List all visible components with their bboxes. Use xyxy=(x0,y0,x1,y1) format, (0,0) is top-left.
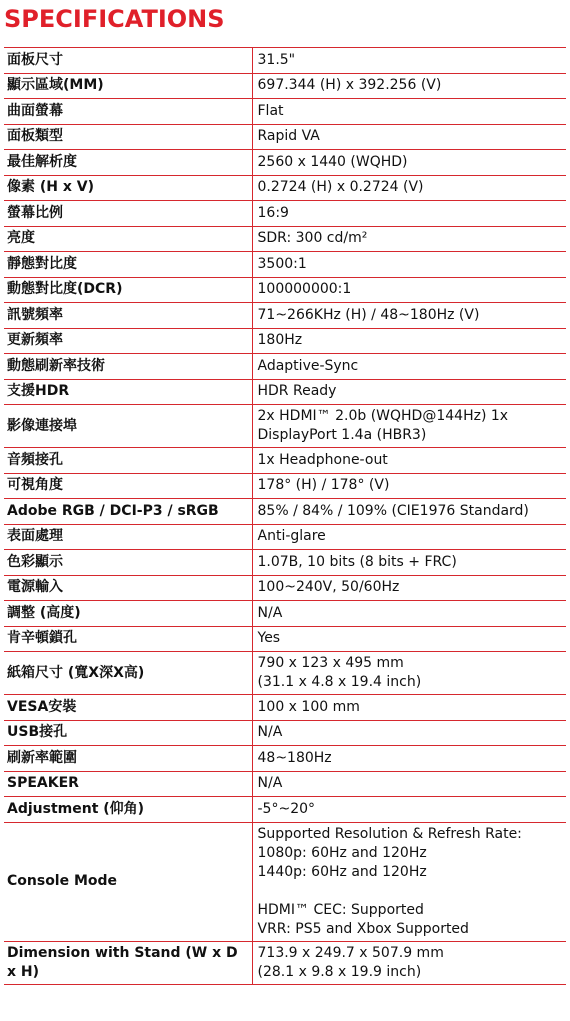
spec-label: 色彩顯示 xyxy=(4,550,252,576)
spec-value: Rapid VA xyxy=(252,124,566,150)
spec-row xyxy=(4,175,566,201)
spec-value: 178° (H) / 178° (V) xyxy=(252,473,566,499)
spec-value: 1x Headphone-out xyxy=(252,448,566,474)
spec-value: Anti-glare xyxy=(252,524,566,550)
spec-label: 更新頻率 xyxy=(4,328,252,354)
spec-label: 表面處理 xyxy=(4,524,252,550)
spec-row xyxy=(4,550,566,576)
spec-label: Dimension with Stand (W x D x H) xyxy=(4,941,252,984)
spec-row xyxy=(4,99,566,125)
spec-label: 紙箱尺寸 (寬X深X高) xyxy=(4,652,252,695)
spec-value: 48~180Hz xyxy=(252,746,566,772)
spec-row xyxy=(4,252,566,278)
spec-row xyxy=(4,73,566,99)
spec-value: 100000000:1 xyxy=(252,277,566,303)
spec-value: 85% / 84% / 109% (CIE1976 Standard) xyxy=(252,499,566,525)
spec-row xyxy=(4,601,566,627)
spec-value: 790 x 123 x 495 mm (31.1 x 4.8 x 19.4 inch) xyxy=(252,652,566,695)
spec-row xyxy=(4,124,566,150)
spec-label: 面板尺寸 xyxy=(4,48,252,74)
spec-label: 可視角度 xyxy=(4,473,252,499)
spec-value: HDR Ready xyxy=(252,379,566,405)
spec-value: 2x HDMI™ 2.0b (WQHD@144Hz) 1x DisplayPort 1.4a (HBR3) xyxy=(252,405,566,448)
spec-row xyxy=(4,448,566,474)
spec-label: 刷新率範圍 xyxy=(4,746,252,772)
spec-row xyxy=(4,354,566,380)
spec-row xyxy=(4,201,566,227)
spec-label: VESA安裝 xyxy=(4,695,252,721)
page-title: SPECIFICATIONS xyxy=(4,5,225,33)
spec-row xyxy=(4,626,566,652)
spec-label: 顯示區域(MM) xyxy=(4,73,252,99)
specifications-table xyxy=(4,47,566,985)
spec-label: 靜態對比度 xyxy=(4,252,252,278)
spec-row xyxy=(4,720,566,746)
spec-label: SPEAKER xyxy=(4,771,252,797)
spec-row xyxy=(4,652,566,695)
spec-value: N/A xyxy=(252,720,566,746)
spec-row xyxy=(4,277,566,303)
spec-value: 100~240V, 50/60Hz xyxy=(252,575,566,601)
spec-label: 支援HDR xyxy=(4,379,252,405)
spec-row xyxy=(4,499,566,525)
spec-value: 31.5" xyxy=(252,48,566,74)
spec-value: Flat xyxy=(252,99,566,125)
spec-value: Supported Resolution & Refresh Rate: 1080p: 60Hz and 120Hz 1440p: 60Hz and 120Hz HDMI™ CEC: Supported VRR: PS5 and Xbox Supported xyxy=(252,822,566,941)
spec-label: 像素 (H x V) xyxy=(4,175,252,201)
spec-value: 71~266KHz (H) / 48~180Hz (V) xyxy=(252,303,566,329)
spec-label: 音頻接孔 xyxy=(4,448,252,474)
spec-label: 亮度 xyxy=(4,226,252,252)
spec-value: Yes xyxy=(252,626,566,652)
spec-label: 面板類型 xyxy=(4,124,252,150)
spec-label: 電源輸入 xyxy=(4,575,252,601)
spec-value: Adaptive-Sync xyxy=(252,354,566,380)
spec-value: 16:9 xyxy=(252,201,566,227)
spec-row xyxy=(4,941,566,984)
spec-row xyxy=(4,575,566,601)
spec-row xyxy=(4,746,566,772)
spec-row xyxy=(4,771,566,797)
spec-label: 動態對比度(DCR) xyxy=(4,277,252,303)
spec-label: 影像連接埠 xyxy=(4,405,252,448)
spec-value: 697.344 (H) x 392.256 (V) xyxy=(252,73,566,99)
spec-row xyxy=(4,524,566,550)
spec-label: Adobe RGB / DCI-P3 / sRGB xyxy=(4,499,252,525)
spec-value: N/A xyxy=(252,601,566,627)
specifications-table-body xyxy=(4,48,566,985)
spec-row xyxy=(4,226,566,252)
spec-label: 螢幕比例 xyxy=(4,201,252,227)
spec-label: 動態刷新率技術 xyxy=(4,354,252,380)
spec-row xyxy=(4,328,566,354)
spec-value: -5°~20° xyxy=(252,797,566,823)
spec-row xyxy=(4,379,566,405)
spec-row xyxy=(4,405,566,448)
spec-label: 訊號頻率 xyxy=(4,303,252,329)
spec-row xyxy=(4,150,566,176)
spec-row xyxy=(4,303,566,329)
spec-label: Adjustment (仰角) xyxy=(4,797,252,823)
spec-value: N/A xyxy=(252,771,566,797)
spec-row xyxy=(4,48,566,74)
spec-row xyxy=(4,797,566,823)
spec-row xyxy=(4,473,566,499)
spec-label: 肯辛頓鎖孔 xyxy=(4,626,252,652)
spec-row xyxy=(4,822,566,941)
spec-value: 0.2724 (H) x 0.2724 (V) xyxy=(252,175,566,201)
spec-value: 3500:1 xyxy=(252,252,566,278)
spec-label: USB接孔 xyxy=(4,720,252,746)
spec-value: SDR: 300 cd/m² xyxy=(252,226,566,252)
spec-value: 1.07B, 10 bits (8 bits + FRC) xyxy=(252,550,566,576)
spec-label: 調整 (高度) xyxy=(4,601,252,627)
spec-value: 100 x 100 mm xyxy=(252,695,566,721)
spec-label: Console Mode xyxy=(4,822,252,941)
spec-label: 最佳解析度 xyxy=(4,150,252,176)
spec-label: 曲面螢幕 xyxy=(4,99,252,125)
spec-row xyxy=(4,695,566,721)
spec-value: 180Hz xyxy=(252,328,566,354)
spec-value: 2560 x 1440 (WQHD) xyxy=(252,150,566,176)
spec-value: 713.9 x 249.7 x 507.9 mm (28.1 x 9.8 x 19.9 inch) xyxy=(252,941,566,984)
